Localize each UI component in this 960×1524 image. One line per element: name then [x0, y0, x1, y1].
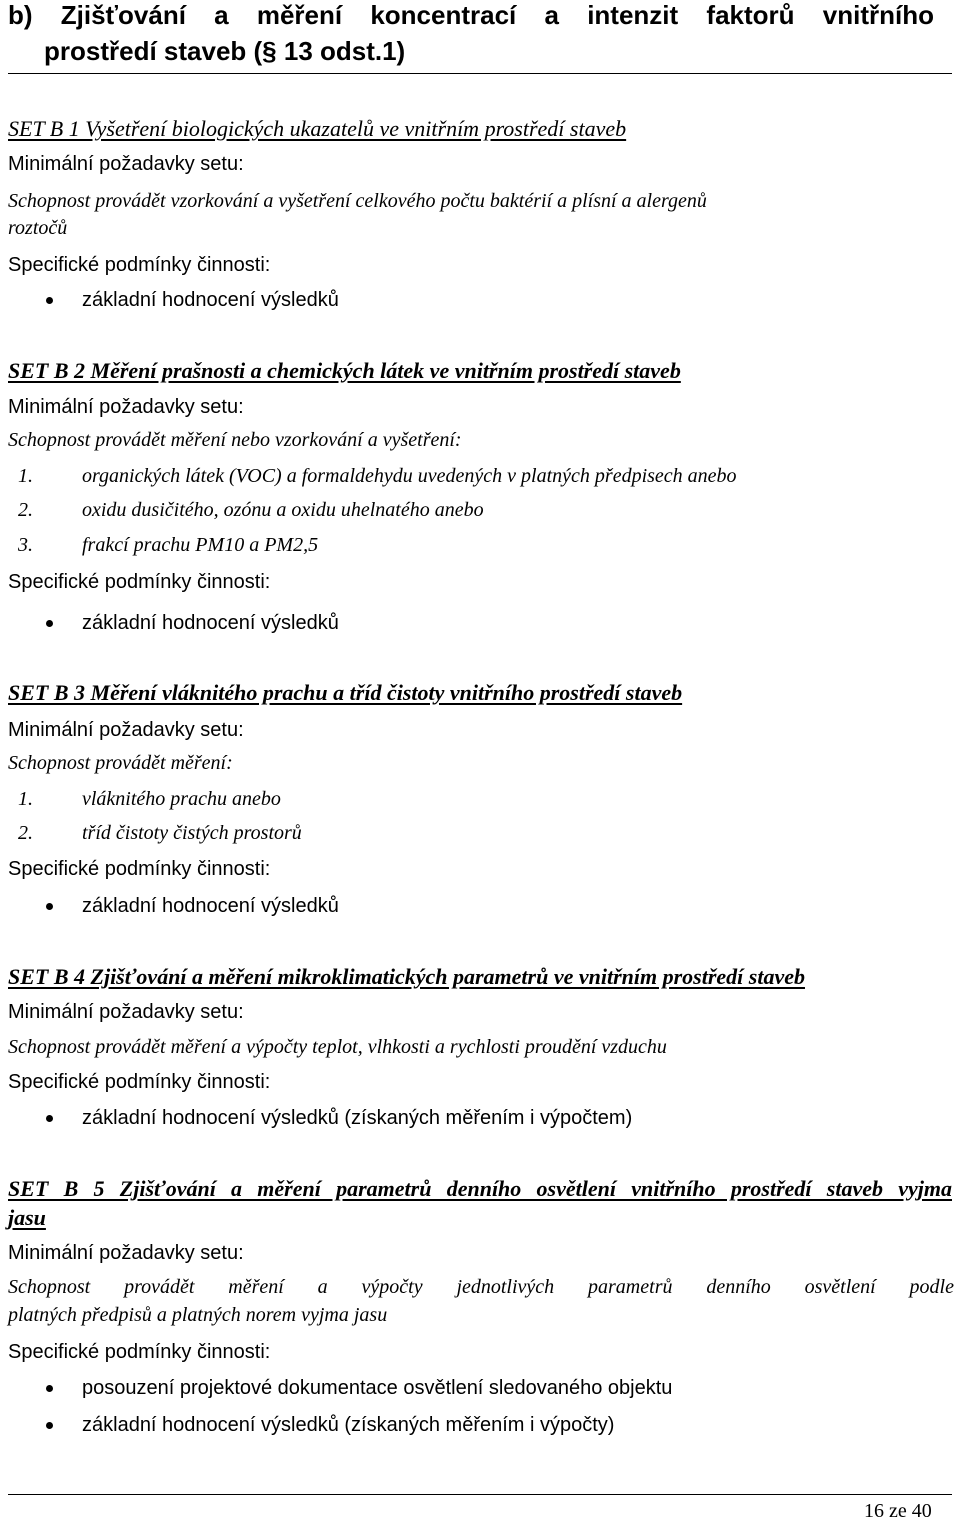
set-b1-requirement-line-2: roztočů [8, 217, 68, 239]
bullet-icon [46, 1115, 53, 1122]
set-b2-item-3-text: frakcí prachu PM10 a PM2,5 [82, 534, 319, 556]
set-b4-requirement-line-1: Schopnost provádět měření a výpočty teplot, vlhkosti a rychlosti proudění vzduchu [8, 1036, 667, 1058]
set-b2-item-2-text: oxidu dusičitého, ozónu a oxidu uhelnatého anebo [82, 499, 484, 521]
set-b1-specific-label: Specifické podmínky činnosti: [8, 254, 271, 276]
set-b4-title: SET B 4 Zjišťování a měření mikroklimatických parametrů ve vnitřním prostředí staveb [8, 964, 805, 989]
set-b3-item-2-text: tříd čistoty čistých prostorů [82, 822, 302, 844]
page-number: 16 ze 40 [864, 1500, 932, 1522]
set-b2-specific-label: Specifické podmínky činnosti: [8, 571, 271, 593]
set-b2-item-1-number: 1. [18, 465, 33, 487]
bullet-icon [46, 1422, 53, 1429]
set-b5-requirement-line-1: Schopnost provádět měření a výpočty jednotlivých parametrů denního osvětlení podle [8, 1276, 954, 1298]
set-b5-specific-label: Specifické podmínky činnosti: [8, 1341, 271, 1363]
set-b3-requirement-line-1: Schopnost provádět měření: [8, 752, 233, 774]
set-b2-bullet-1: základní hodnocení výsledků [82, 612, 339, 634]
set-b2-item-1-text: organických látek (VOC) a formaldehydu uvedených v platných předpisech anebo [82, 465, 737, 487]
set-b5-requirement-line-2: platných předpisů a platných norem vyjma jasu [8, 1304, 388, 1326]
set-b4-minimal-label: Minimální požadavky setu: [8, 1001, 244, 1023]
set-b2-title: SET B 2 Měření prašnosti a chemických látek ve vnitřním prostředí staveb [8, 358, 681, 383]
set-b3-item-1-text: vláknitého prachu anebo [82, 788, 281, 810]
set-b3-item-1-number: 1. [18, 788, 33, 810]
set-b4-specific-label: Specifické podmínky činnosti: [8, 1071, 271, 1093]
bullet-icon [46, 620, 53, 627]
set-b5-title-line-2: jasu [8, 1205, 46, 1230]
set-b3-title: SET B 3 Měření vláknitého prachu a tříd čistoty vnitřního prostředí staveb [8, 680, 683, 705]
set-b5-title-line-1: SET B 5 Zjišťování a měření parametrů denního osvětlení vnitřního prostředí staveb vyjma [8, 1176, 952, 1201]
heading-line-2: prostředí staveb (§ 13 odst.1) [44, 36, 406, 66]
heading-rule [8, 73, 952, 74]
bullet-icon [46, 903, 53, 910]
set-b1-minimal-label: Minimální požadavky setu: [8, 153, 244, 175]
set-b3-minimal-label: Minimální požadavky setu: [8, 719, 244, 741]
set-b2-item-3-number: 3. [18, 534, 33, 556]
set-b2-requirement-line-1: Schopnost provádět měření nebo vzorkování a vyšetření: [8, 429, 462, 451]
set-b3-item-2-number: 2. [18, 822, 33, 844]
set-b3-specific-label: Specifické podmínky činnosti: [8, 858, 271, 880]
bullet-icon [46, 1385, 53, 1392]
set-b1-title: SET B 1 Vyšetření biologických ukazatelů ve vnitřním prostředí staveb [8, 116, 627, 141]
set-b5-bullet-2: základní hodnocení výsledků (získaných měřením i výpočty) [82, 1414, 615, 1436]
set-b1-requirement-line-1: Schopnost provádět vzorkování a vyšetření celkového počtu baktérií a plísní a alergenů [8, 190, 707, 212]
set-b2-item-2-number: 2. [18, 499, 33, 521]
set-b4-bullet-1: základní hodnocení výsledků (získaných měřením i výpočtem) [82, 1107, 633, 1129]
set-b2-minimal-label: Minimální požadavky setu: [8, 396, 244, 418]
heading-line-1: b) Zjišťování a měření koncentrací a intenzit faktorů vnitřního [8, 0, 934, 30]
bullet-icon [46, 297, 53, 304]
footer-rule [8, 1494, 952, 1495]
set-b5-bullet-1: posouzení projektové dokumentace osvětlení sledovaného objektu [82, 1377, 673, 1399]
set-b3-bullet-1: základní hodnocení výsledků [82, 895, 339, 917]
set-b1-bullet-1: základní hodnocení výsledků [82, 289, 339, 311]
set-b5-minimal-label: Minimální požadavky setu: [8, 1242, 244, 1264]
